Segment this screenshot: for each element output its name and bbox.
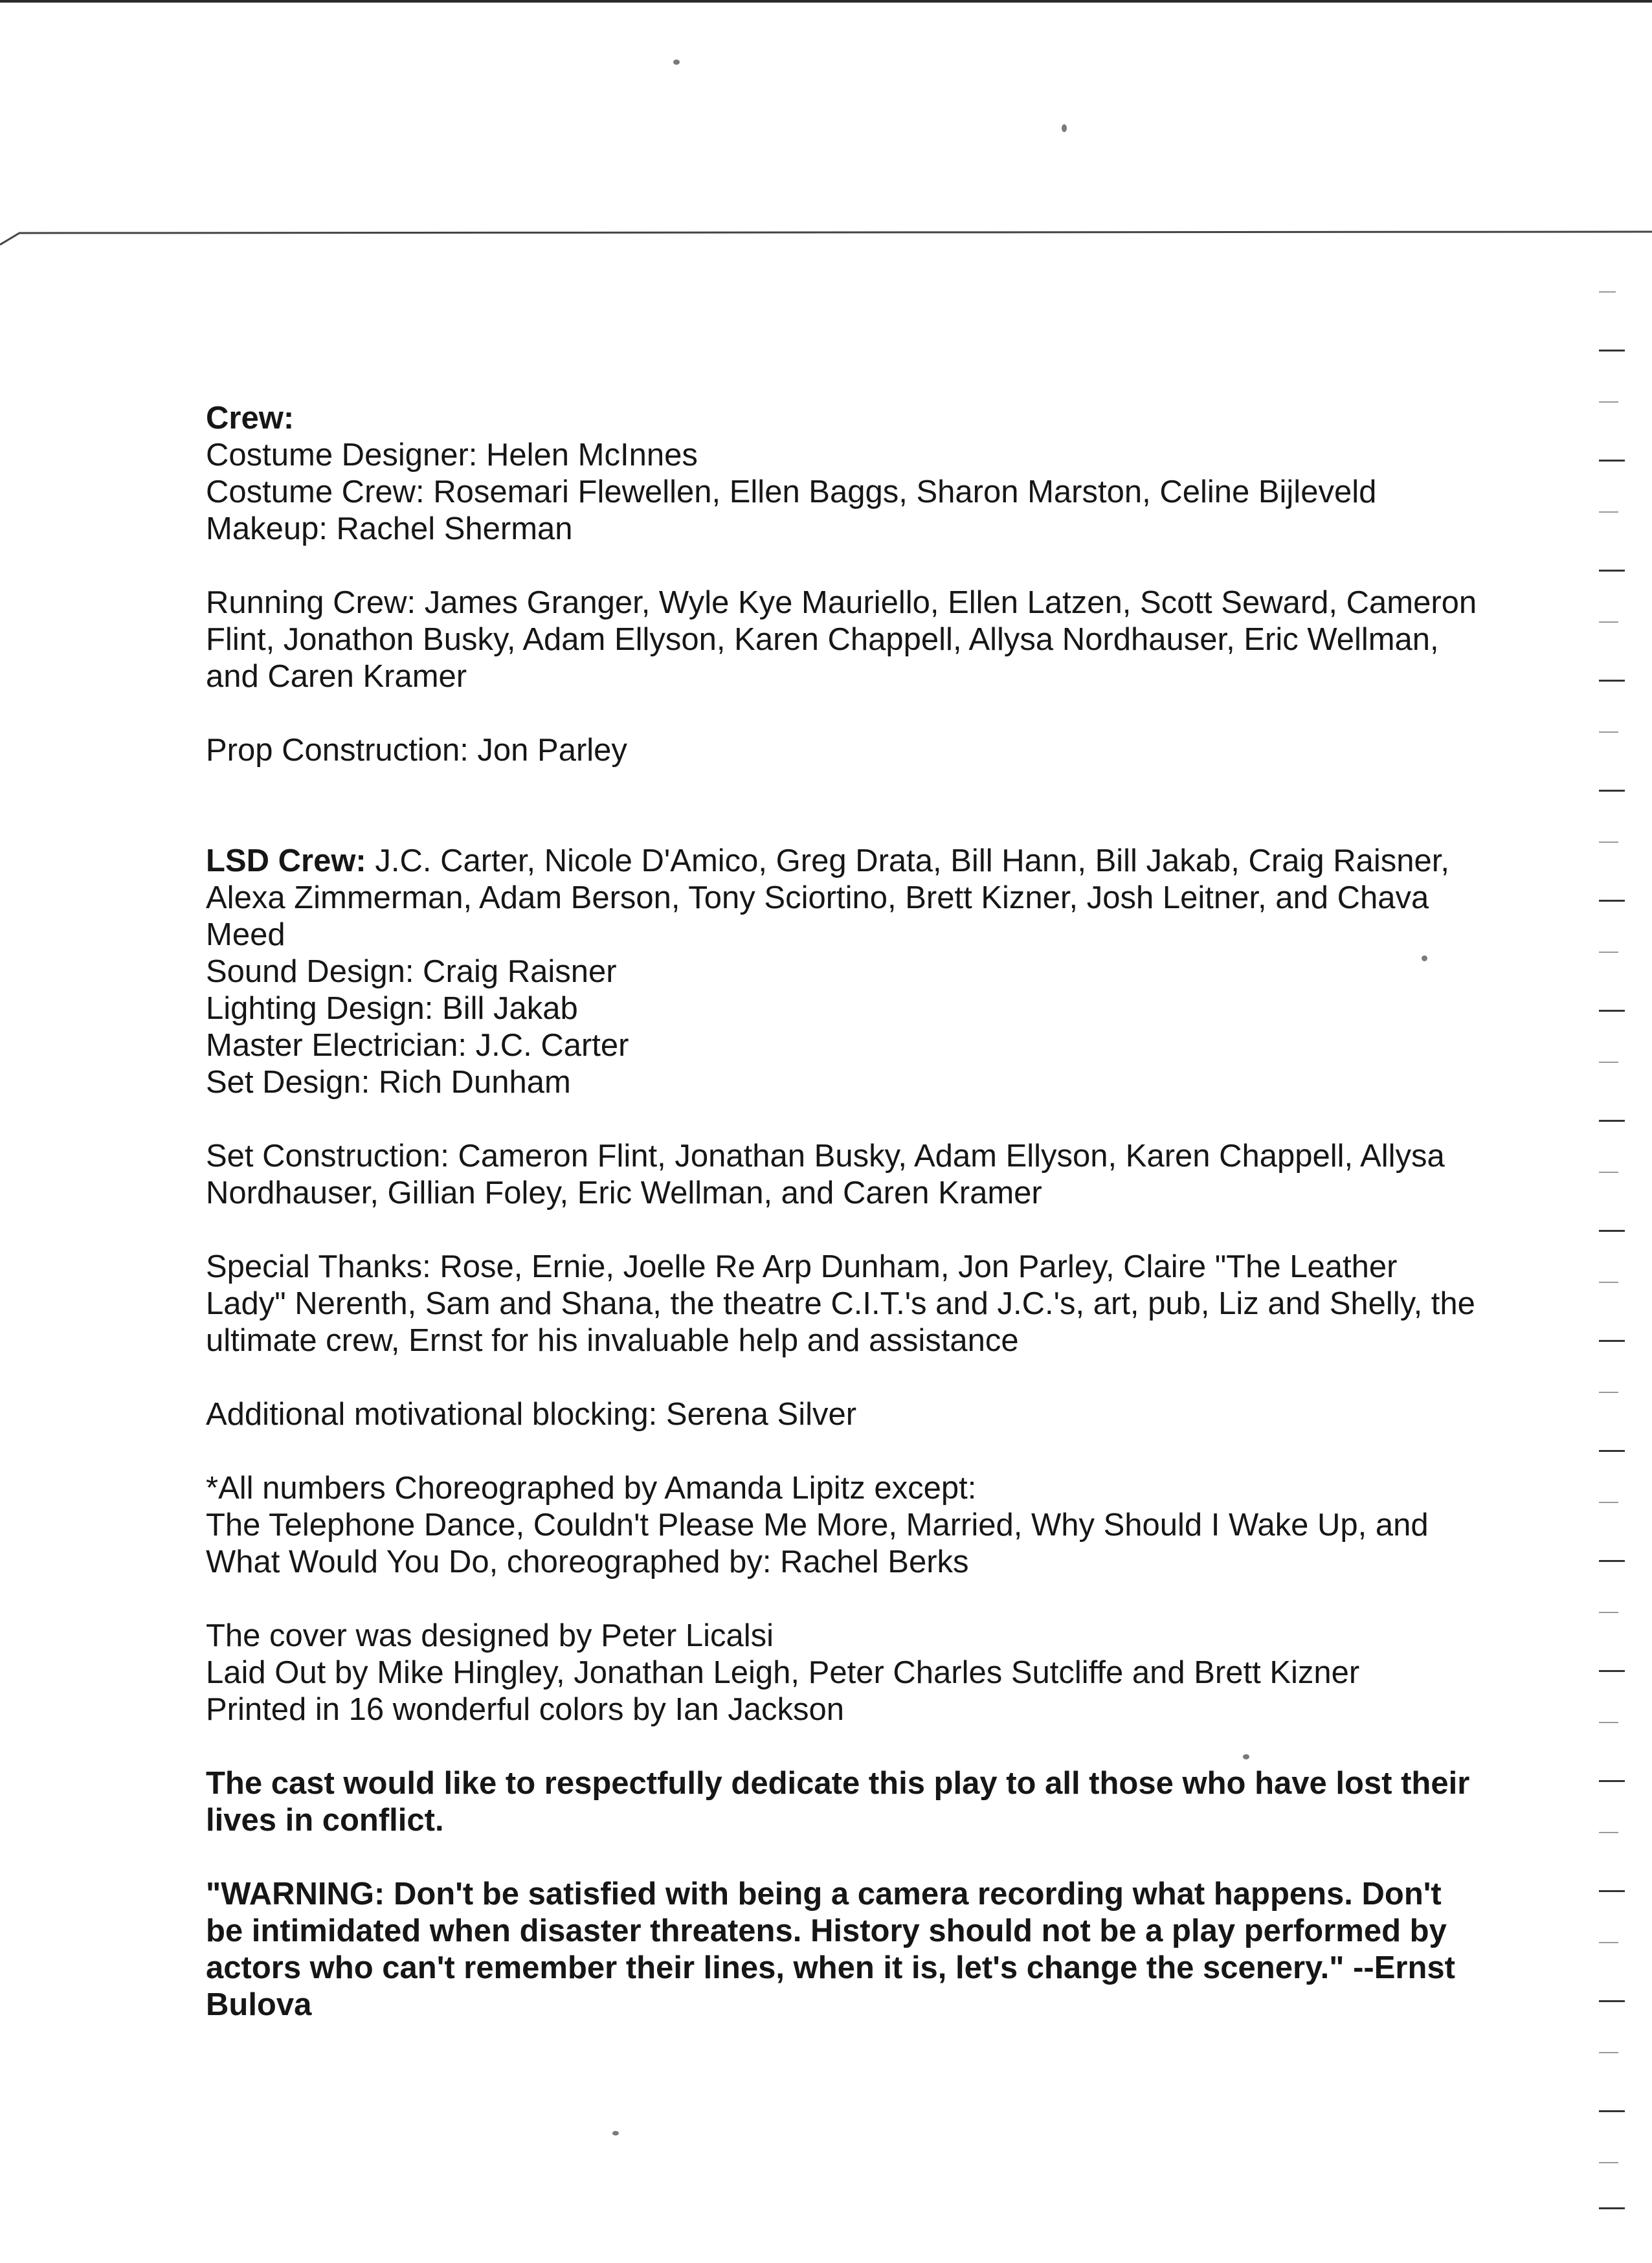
set-construction-line: Nordhauser, Gillian Foley, Eric Wellman, and Caren Kramer [206, 1176, 1042, 1210]
running-crew-line: Flint, Jonathon Busky, Adam Ellyson, Karen Chappell, Allysa Nordhauser, Eric Wellman, [206, 622, 1439, 657]
scan-speck [673, 60, 680, 65]
sound-design: Sound Design: Craig Raisner [206, 954, 617, 989]
lsd-crew-first-line [206, 843, 1539, 880]
additional-blocking: Additional motivational blocking: Serena Silver [206, 1397, 857, 1432]
dedication-line: lives in conflict. [206, 1803, 444, 1838]
master-electrician: Master Electrician: J.C. Carter [206, 1028, 629, 1063]
additional-blocking-block [206, 1396, 1539, 1433]
makeup: Makeup: Rachel Sherman [206, 511, 573, 546]
choreography-line: The Telephone Dance, Couldn't Please Me More, Married, Why Should I Wake Up, and [206, 1508, 1429, 1543]
lsd-crew-line: J.C. Carter, Nicole D'Amico, Greg Drata, Bill Hann, Bill Jakab, Craig Raisner, [366, 843, 1449, 878]
costume-crew: Costume Crew: Rosemari Flewellen, Ellen Baggs, Sharon Marston, Celine Bijleveld [206, 474, 1377, 509]
running-crew-line: Running Crew: James Granger, Wyle Kye Mauriello, Ellen Latzen, Scott Seward, Cameron [206, 585, 1477, 620]
credits-page-content [206, 400, 1539, 2023]
scan-top-edge [0, 0, 1652, 3]
warning-quote-line: be intimidated when disaster threatens. History should not be a play performed by [206, 1913, 1447, 1948]
running-crew [206, 585, 1539, 695]
cover-credit: The cover was designed by Peter Licalsi [206, 1618, 774, 1653]
costume-designer: Costume Designer: Helen McInnes [206, 438, 698, 473]
choreography [206, 1470, 1539, 1581]
prop-construction-block [206, 732, 1539, 769]
choreography-line: What Would You Do, choreographed by: Rachel Berks [206, 1544, 969, 1579]
dedication [206, 1765, 1539, 1839]
special-thanks [206, 1249, 1539, 1359]
printing-credit: Printed in 16 wonderful colors by Ian Jackson [206, 1692, 844, 1727]
set-construction [206, 1138, 1539, 1212]
layout-credit: Laid Out by Mike Hingley, Jonathan Leigh, Peter Charles Sutcliffe and Brett Kizner [206, 1655, 1360, 1690]
warning-quote-line: actors who can't remember their lines, when it is, let's change the scenery." --Ernst [206, 1950, 1455, 1985]
dedication-line: The cast would like to respectfully dedicate this play to all those who have lost their [206, 1766, 1470, 1801]
set-construction-line: Set Construction: Cameron Flint, Jonathan Busky, Adam Ellyson, Karen Chappell, Allysa [206, 1139, 1445, 1174]
scan-speck [612, 2131, 619, 2135]
crew-section [206, 400, 1539, 548]
lsd-crew-line: Meed [206, 917, 285, 952]
scan-speck [1062, 124, 1067, 132]
prop-construction: Prop Construction: Jon Parley [206, 733, 627, 768]
special-thanks-line: Special Thanks: Rose, Ernie, Joelle Re Arp Dunham, Jon Parley, Claire "The Leather [206, 1249, 1398, 1284]
sheet-edge-line [0, 227, 1652, 246]
production-credits [206, 1618, 1539, 1728]
running-crew-line: and Caren Kramer [206, 659, 467, 694]
warning-quote [206, 1876, 1539, 2023]
set-design: Set Design: Rich Dunham [206, 1065, 571, 1100]
warning-quote-line: Bulova [206, 1987, 312, 2022]
lsd-crew-section [206, 843, 1539, 1101]
margin-tick-marks [1592, 291, 1631, 2233]
special-thanks-line: Lady" Nerenth, Sam and Shana, the theatre C.I.T.'s and J.C.'s, art, pub, Liz and Shelly, the [206, 1286, 1475, 1321]
lighting-design: Lighting Design: Bill Jakab [206, 991, 578, 1026]
lsd-crew-label: LSD Crew: [206, 843, 366, 878]
choreography-line: *All numbers Choreographed by Amanda Lipitz except: [206, 1471, 977, 1506]
crew-heading: Crew: [206, 401, 295, 436]
special-thanks-line: ultimate crew, Ernst for his invaluable help and assistance [206, 1323, 1019, 1358]
warning-quote-line: "WARNING: Don't be satisfied with being a camera recording what happens. Don't [206, 1877, 1442, 1912]
lsd-crew-line: Alexa Zimmerman, Adam Berson, Tony Sciortino, Brett Kizner, Josh Leitner, and Chava [206, 880, 1429, 915]
